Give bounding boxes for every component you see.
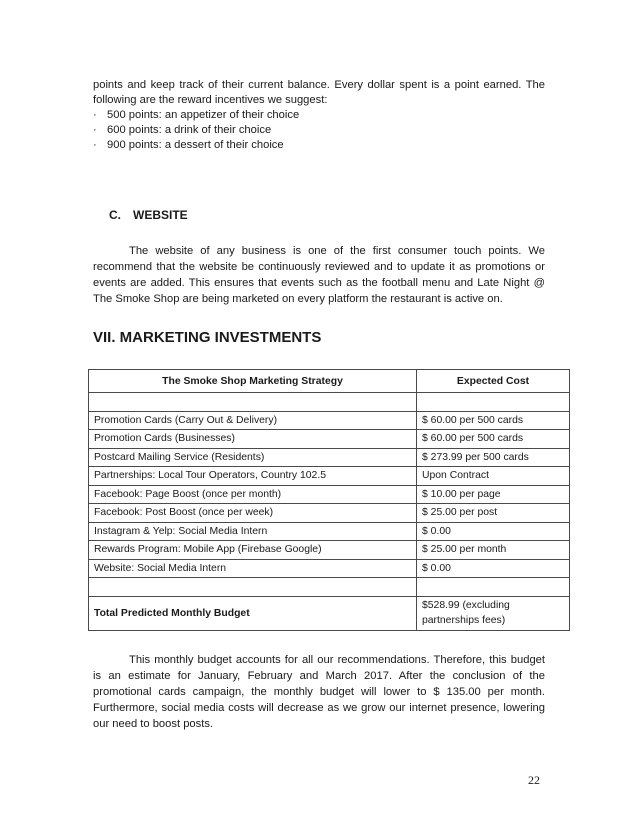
- strategy-cell: Website: Social Media Intern: [89, 559, 417, 578]
- table-row: [89, 522, 570, 541]
- cost-cell: $ 60.00 per 500 cards: [417, 430, 570, 449]
- header-expected-cost: Expected Cost: [417, 370, 570, 393]
- table-row: [89, 411, 570, 430]
- header-strategy: The Smoke Shop Marketing Strategy: [89, 370, 417, 393]
- strategy-cell: Facebook: Post Boost (once per week): [89, 504, 417, 523]
- table-row: [89, 504, 570, 523]
- cost-cell: $ 10.00 per page: [417, 485, 570, 504]
- marketing-investments-table: [88, 369, 570, 631]
- strategy-cell: [89, 578, 417, 597]
- table-row: [89, 559, 570, 578]
- closing-paragraph-text: This monthly budget accounts for all our recommendations. Therefore, this budget is an estimate for January, February and March 2017. After the conclusion of the promotional cards campaign, the monthly budget will lower to $ 135.00 per month. Furthermore, social media costs will decrease as we grow our internet presence, lowering our need to boost posts.: [93, 654, 545, 730]
- table-row: [89, 541, 570, 560]
- strategy-cell: [89, 393, 417, 412]
- table-row: [89, 430, 570, 449]
- strategy-cell: Rewards Program: Mobile App (Firebase Google): [89, 541, 417, 560]
- strategy-cell: Postcard Mailing Service (Residents): [89, 448, 417, 467]
- website-paragraph: [93, 243, 545, 307]
- table-row: [89, 393, 570, 412]
- cost-cell: $ 25.00 per post: [417, 504, 570, 523]
- total-value: $528.99 (excluding partnerships fees): [417, 596, 570, 630]
- cost-cell: $ 273.99 per 500 cards: [417, 448, 570, 467]
- reward-text: 500 points: an appetizer of their choice: [107, 109, 300, 121]
- reward-text: 900 points: a dessert of their choice: [107, 139, 284, 151]
- website-section-heading: [109, 208, 188, 222]
- list-item: [93, 123, 545, 138]
- table-row: [89, 578, 570, 597]
- strategy-cell: Instagram & Yelp: Social Media Intern: [89, 522, 417, 541]
- total-row: [89, 596, 570, 630]
- bullet-marker: ·: [93, 124, 97, 136]
- cost-cell: $ 0.00: [417, 559, 570, 578]
- closing-paragraph: [93, 652, 545, 732]
- list-item: [93, 138, 545, 153]
- marketing-heading: VII. MARKETING INVESTMENTS: [93, 329, 322, 346]
- list-item: [93, 108, 545, 123]
- section-title: WEBSITE: [133, 208, 188, 222]
- strategy-cell: Promotion Cards (Businesses): [89, 430, 417, 449]
- table-header-row: [89, 370, 570, 393]
- intro-paragraph: points and keep track of their current balance. Every dollar spent is a point earned. The following are the reward incentives we suggest:: [93, 79, 545, 106]
- table-row: [89, 467, 570, 486]
- reward-text: 600 points: a drink of their choice: [107, 124, 272, 136]
- table-row: [89, 485, 570, 504]
- cost-cell: $ 0.00: [417, 522, 570, 541]
- section-number: C.: [109, 208, 121, 222]
- cost-cell: $ 60.00 per 500 cards: [417, 411, 570, 430]
- total-label: Total Predicted Monthly Budget: [89, 596, 417, 630]
- strategy-cell: Partnerships: Local Tour Operators, Country 102.5: [89, 467, 417, 486]
- cost-cell: $ 25.00 per month: [417, 541, 570, 560]
- table-row: [89, 448, 570, 467]
- page-number: 22: [528, 773, 540, 787]
- bullet-marker: ·: [93, 139, 97, 151]
- cost-cell: [417, 578, 570, 597]
- cost-cell: Upon Contract: [417, 467, 570, 486]
- bullet-marker: ·: [93, 109, 97, 121]
- cost-cell: [417, 393, 570, 412]
- rewards-list: [93, 108, 545, 153]
- website-paragraph-text: The website of any business is one of the first consumer touch points. We recommend that the website be continuously reviewed and to update it as promotions or events are added. This ensures that events such as the football menu and Late Night @ The Smoke Shop are being marketed on every platform the restaurant is active on.: [93, 245, 545, 305]
- strategy-cell: Facebook: Page Boost (once per month): [89, 485, 417, 504]
- strategy-cell: Promotion Cards (Carry Out & Delivery): [89, 411, 417, 430]
